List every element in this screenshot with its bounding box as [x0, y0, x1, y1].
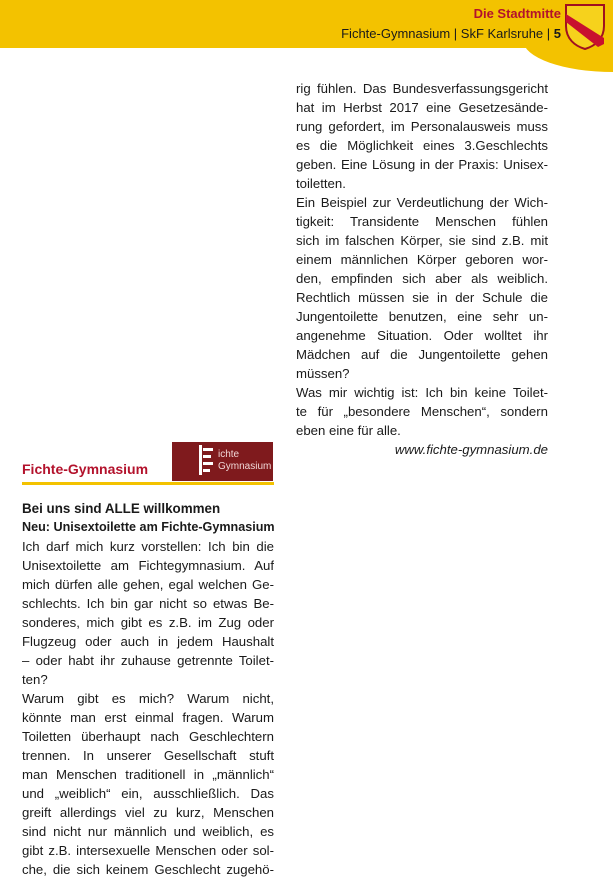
text-line: hat im Herbst 2017 eine Gesetzesände- [296, 100, 548, 115]
header-publication: Fichte-Gymnasium | SkF Karlsruhe | [341, 26, 551, 41]
text-line: Unisextoilette am Fichtegymnasium. Auf [22, 558, 274, 573]
section-divider [22, 482, 274, 485]
school-logo-mark-icon [199, 445, 213, 475]
text-line: es die Möglichkeit eines 3.Geschlechts [296, 138, 548, 153]
text-line: rung gefordert, im Personalausweis muss [296, 119, 548, 134]
paragraph [296, 193, 548, 383]
text-line: Was mir wichtig ist: Ich bin keine Toilet- [296, 385, 548, 400]
text-line: schlechts. Ich bin gar nicht so etwas Be- [22, 596, 274, 611]
text-line: und „weiblich“ ein, ausschließlich. Das [22, 786, 274, 801]
paragraph [296, 383, 548, 440]
article-subheadline: Neu: Unisextoilette am Fichte-Gymnasium [22, 520, 275, 534]
text-line: sonderes, mich gibt es z.B. im Zug oder [22, 615, 274, 630]
city-crest-icon [563, 2, 607, 50]
left-column [22, 499, 274, 879]
text-line: geben. Eine Lösung in der Praxis: Unisex- [296, 157, 548, 172]
paragraph [22, 537, 274, 689]
text-line: könnte man erst einmal fragen. Warum [22, 710, 274, 725]
article-headline: Bei uns sind ALLE willkommen [22, 501, 221, 516]
school-title: Fichte-Gymnasium [22, 461, 149, 477]
text-line: greift allerdings viel zu kurz, Menschen [22, 805, 274, 820]
text-line: mich dürfen alle gehen, egal welchen Ge- [22, 577, 274, 592]
paragraph [296, 79, 548, 193]
text-line: sind nicht nur männlich und weiblich, es [22, 824, 274, 839]
text-line: Flugzeug oder auch in jedem Haushalt [22, 634, 274, 649]
right-column [296, 79, 548, 459]
text-line: Jungentoilette benutzen, eine sehr un- [296, 309, 548, 324]
text-line: toiletten. [296, 176, 346, 191]
paragraph [22, 689, 274, 879]
text-line: Warum gibt es mich? Warum nicht, [22, 691, 274, 706]
text-line: trennen. In unserer Gesellschaft stuft [22, 748, 274, 763]
text-line: man Menschen traditionell in „männlich“ [22, 767, 274, 782]
text-line: einem männlichen Körper geboren wor- [296, 252, 548, 267]
text-line: den, empfinden sich aber als weiblich. [296, 271, 548, 286]
school-logo-text: ichte [218, 449, 240, 460]
text-line: ten? [22, 672, 48, 687]
school-logo [172, 442, 273, 481]
text-line: Ich darf mich kurz vorstellen: Ich bin die [22, 539, 274, 554]
text-line: müssen? [296, 366, 350, 381]
page-number: 5 [553, 26, 561, 41]
text-line: Rechtlich müssen sie in der Schule die [296, 290, 548, 305]
text-line: Toiletten überhaupt nach Geschlechtern [22, 729, 274, 744]
text-line: sich im falschen Körper, sie sind z.B. mit [296, 233, 548, 248]
section-title: Die Stadtmitte [473, 6, 561, 21]
website-link[interactable]: www.fichte-gymnasium.de [394, 442, 548, 457]
text-line: rig fühlen. Das Bundesverfassungsgericht [296, 81, 548, 96]
page-header-line [341, 26, 561, 41]
text-line: Ein Beispiel zur Verdeutlichung der Wich- [296, 195, 548, 210]
text-line: gibt z.B. intersexuelle Menschen oder sol- [22, 843, 274, 858]
school-logo-subtext: Gymnasium [218, 461, 272, 472]
text-line: te für „besondere Menschen“, sondern [296, 404, 548, 419]
text-line: Mädchen auf die Jungentoilette gehen [296, 347, 548, 362]
text-line: che, die sich keinem Geschlecht zugehö- [22, 862, 274, 877]
text-line: eben eine für alle. [296, 423, 401, 438]
text-line: angenehme Situation. Oder wolltet ihr [296, 328, 548, 343]
text-line: tigkeit: Transidente Menschen fühlen [296, 214, 548, 229]
text-line: – oder habt ihr zuhause getrennte Toilet- [22, 653, 274, 668]
